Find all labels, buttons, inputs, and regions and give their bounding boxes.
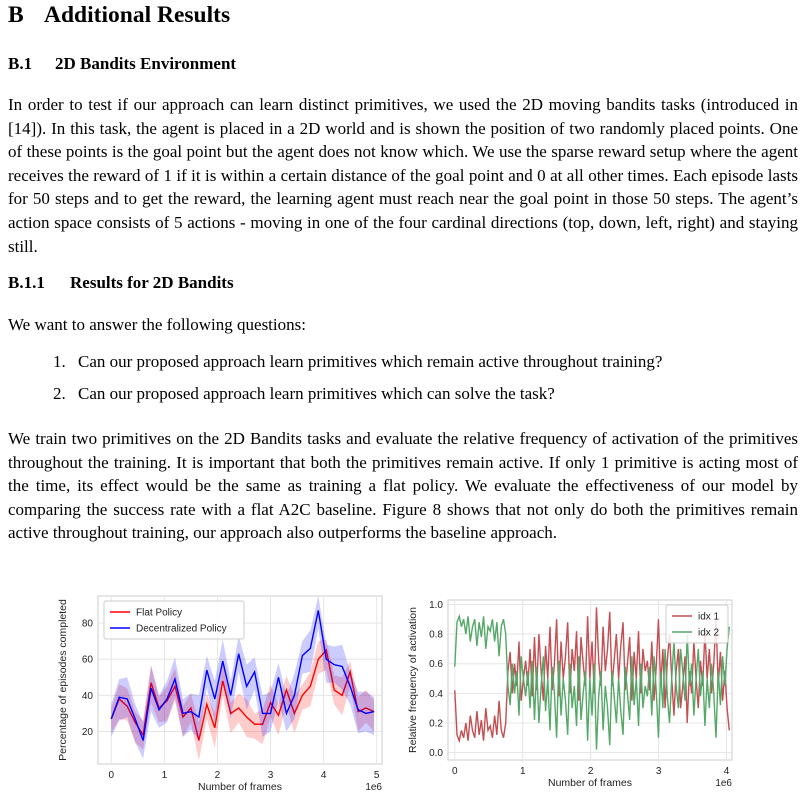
section-heading [8, 2, 230, 29]
x-offset-text: 1e6 [715, 778, 732, 789]
y-tick-label: 0.8 [429, 629, 443, 641]
x-tick-label: 3 [655, 766, 662, 777]
x-tick-label: 0 [108, 770, 115, 781]
legend-label: idx 2 [698, 627, 720, 639]
x-axis-label: Number of frames [197, 781, 283, 793]
subsection-number: B.1 [8, 54, 33, 73]
paragraph-results: We train two primitives on the 2D Bandits tasks and evaluate the relative frequency of activation of the primitives throughout the training. It is important that both the primitives remain active. If only 1 primitive is acting most of the time, its effect would be the same as training a flat policy. We evaluate the effectiveness of our model by comparing the success rate with a flat A2C baseline. Figure 8 shows that not only do both the primitives remain active throughout training, our approach also outperforms the baseline approach. [8, 429, 798, 543]
y-tick-label: 0.0 [429, 748, 443, 760]
paragraph-questions-intro: We want to answer the following questions: [8, 315, 306, 334]
y-tick-label: 0.4 [429, 688, 443, 700]
list-item-number: 2. [53, 384, 66, 403]
x-tick-label: 5 [373, 770, 380, 781]
x-tick-label: 2 [214, 770, 221, 781]
list-item [8, 382, 798, 414]
subsubsection-heading [8, 273, 234, 293]
y-tick-label: 80 [81, 618, 93, 630]
section-title: Additional Results [44, 2, 231, 28]
x-tick-label: 1 [519, 766, 526, 777]
list-item-text: Can our proposed approach learn primitives which can solve the task? [78, 384, 555, 403]
legend-label: idx 1 [698, 611, 720, 623]
x-tick-label: 4 [723, 766, 730, 777]
x-axis-label: Number of frames [547, 777, 633, 789]
list-item-number: 1. [53, 352, 66, 371]
list-item-text: Can our proposed approach learn primitives which remain active throughout training? [78, 352, 663, 371]
y-tick-label: 20 [81, 726, 93, 738]
list-item [8, 350, 798, 382]
subsubsection-number: B.1.1 [8, 273, 45, 292]
x-tick-label: 3 [267, 770, 274, 781]
subsection-title: 2D Bandits Environment [55, 54, 237, 73]
x-tick-label: 4 [320, 770, 327, 781]
x-offset-text: 1e6 [365, 782, 382, 793]
paragraph-environment: In order to test if our approach can learn distinct primitives, we used the 2D moving bandits tasks (introduced in [14]). In this task, the agent is placed in a 2D world and is shown the position of two randomly placed points. One of these points is the goal point but the agent does not know which. We use the sparse reward setup where the agent receives the reward of 1 if it is within a certain distance of the goal point and 0 at all other times. Each episode lasts for 50 steps and to get the reward, the learning agent must reach near the goal point in those 50 steps. The agent’s action space consists of 5 actions - moving in one of the four cardinal directions (top, down, left, right) and staying still. [8, 95, 798, 256]
y-tick-label: 40 [81, 690, 93, 702]
y-axis-label: Relative frequency of activation [407, 607, 419, 753]
y-tick-label: 60 [81, 654, 93, 666]
subsubsection-title: Results for 2D Bandits [70, 273, 234, 292]
subsection-heading [8, 54, 236, 74]
y-tick-label: 1.0 [429, 599, 443, 611]
y-tick-label: 0.6 [429, 659, 443, 671]
activation-frequency-chart [407, 592, 792, 798]
legend-label: Flat Policy [136, 607, 183, 619]
x-tick-label: 2 [587, 766, 594, 777]
success-rate-chart [57, 592, 392, 798]
legend-label: Decentralized Policy [136, 623, 227, 635]
y-axis-label: Percentage of episodes completed [57, 599, 69, 761]
x-tick-label: 0 [452, 766, 458, 777]
y-tick-label: 0.2 [429, 718, 443, 730]
section-number: B [8, 2, 24, 28]
x-tick-label: 1 [161, 770, 168, 781]
questions-list [8, 350, 798, 414]
